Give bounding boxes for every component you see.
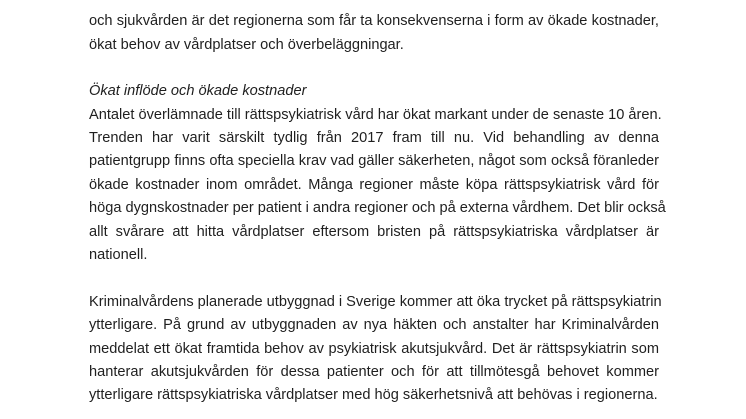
document-page [89, 0, 666, 408]
text-line: Trenden har varit särskilt tydlig från 2017 fram till nu. Vid behandling av denna [89, 130, 659, 147]
text-line: ökat behov av vårdplatser och överbeläggningar. [89, 36, 404, 53]
text-line: ökade kostnader inom området. Många regioner måste köpa rättspsykiatrisk vård för [89, 176, 659, 193]
text-line: ytterligare. På grund av utbyggnaden av nya häkten och anstalter har Kriminalvården [89, 317, 659, 334]
text-line: meddelat ett ökat framtida behov av psykiatrisk akutsjukvård. Det är rättspsykiatrin som [89, 340, 659, 357]
text-line: patientgrupp finns ofta speciella krav vad gäller säkerheten, något som också föranleder [89, 153, 659, 170]
text-line: Kriminalvårdens planerade utbyggnad i Sverige kommer att öka trycket på rättspsykiatrin [89, 293, 662, 310]
text-line: ytterligare rättspsykiatriska vårdplatser med hög säkerhetsnivå att behövas i regionerna. [89, 387, 658, 404]
text-line: höga dygnskostnader per patient i andra regioner och på externa vårdhem. Det blir också [89, 200, 666, 217]
text-line: Antalet överlämnade till rättspsykiatrisk vård har ökat markant under de senaste 10 åren. [89, 106, 662, 123]
text-line: hanterar akutsjukvården för dessa patienter och för att tillmötesgå behovet kommer [89, 364, 659, 381]
text-line: allt svårare att hitta vårdplatser eftersom bristen på rättspsykiatriska vårdplatser är [89, 223, 659, 240]
text-line: och sjukvården är det regionerna som får ta konsekvenserna i form av ökade kostnader, [89, 13, 659, 30]
paragraph-1 [89, 104, 666, 268]
section-heading: Ökat inflöde och ökade kostnader [89, 83, 307, 100]
text-line: nationell. [89, 247, 148, 264]
paragraph-2 [89, 291, 662, 408]
top-paragraph [89, 0, 659, 57]
